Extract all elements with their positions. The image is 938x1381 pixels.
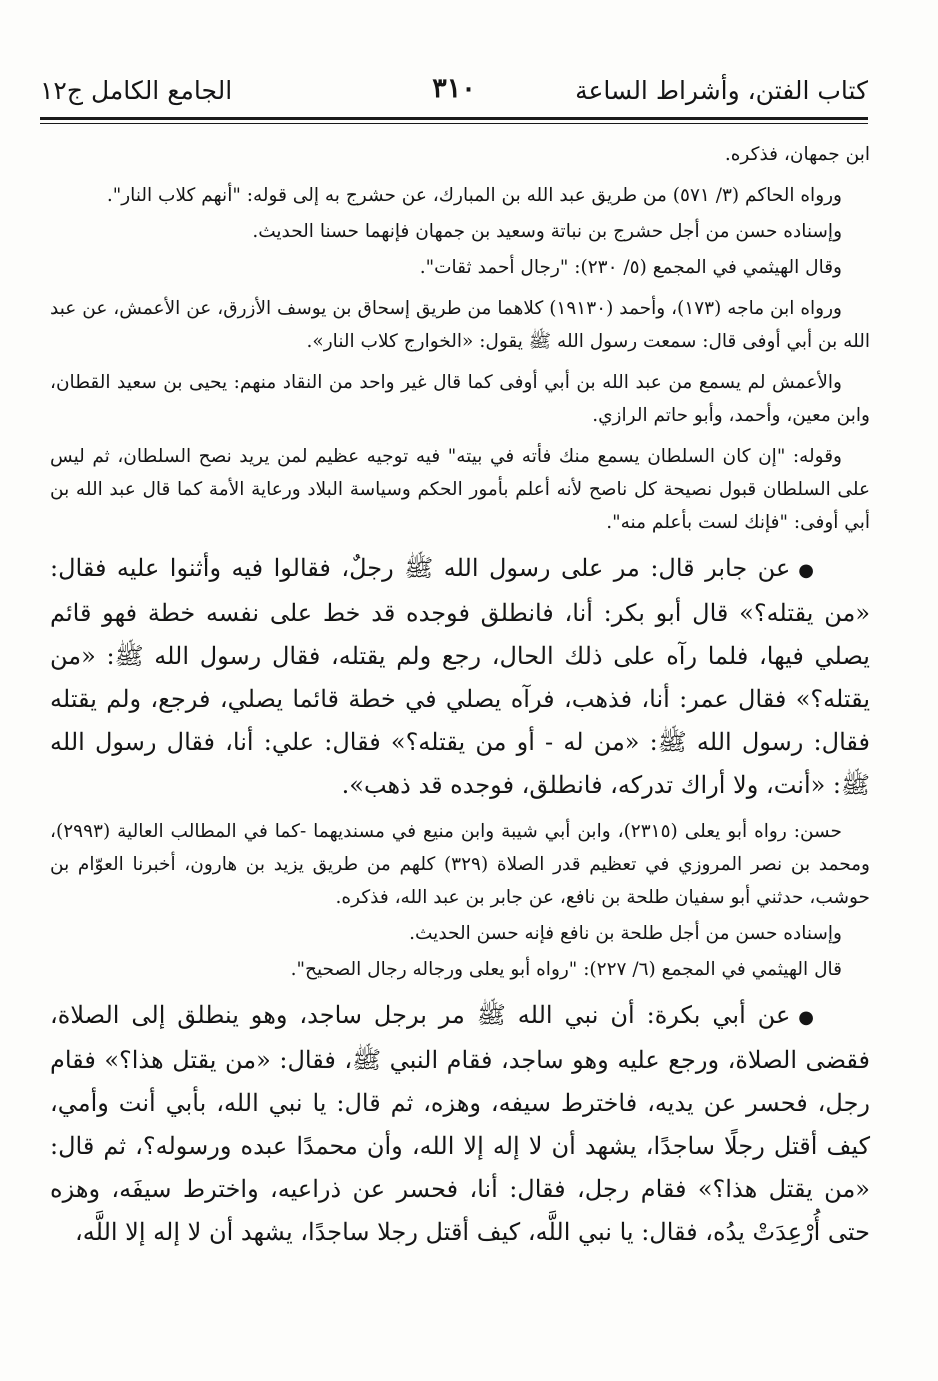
note-paragraph xyxy=(50,179,870,212)
page-header xyxy=(40,68,868,112)
note-paragraph xyxy=(50,953,870,986)
page-body xyxy=(50,138,870,1254)
series-title: الجامع الكامل ج١٢ xyxy=(40,76,233,105)
note-paragraph xyxy=(50,440,870,539)
note-paragraph xyxy=(50,138,870,171)
note-paragraph xyxy=(50,292,870,358)
bullet-dot: ● xyxy=(798,560,814,581)
paragraph-text: ابن جمهان، فذكره. xyxy=(724,144,870,165)
hadith-paragraph xyxy=(50,994,870,1254)
note-paragraph xyxy=(50,815,870,914)
paragraph-text: وقال الهيثمي في المجمع (٥/ ٢٣٠): "رجال أحمد ثقات". xyxy=(419,257,842,278)
note-paragraph xyxy=(50,366,870,432)
bullet-dot: ● xyxy=(798,1007,814,1028)
paragraph-text: وإسناده حسن من أجل طلحة بن نافع فإنه حسن الحديث. xyxy=(409,923,842,944)
paragraph-text: عن جابر قال: مر على رسول الله ﷺ رجلٌ، فقالوا فيه وأثنوا عليه فقال: «من يقتله؟» قال أبو بكر: أنا، فانطلق فوجده قد خط على نفسه خطة فهو قائم يصلي فيها، فلما رآه على ذلك الحال، رجع ولم يقتله، فقال رسول الله ﷺ: «من يقتله؟» فقال عمر: أنا، فذهب، فرآه يصلي في خطة قائما يصلي، فرجع، ولم يقتله فقال: رسول الله ﷺ: «من له - أو من يقتله؟» فقال: علي: أنا، فقال رسول الله ﷺ: «أنت، ولا أراك تدركه، فانطلق، فوجده قد ذهب». xyxy=(50,554,870,799)
page-number: ٣١٠ xyxy=(432,73,476,104)
header-rule-thin xyxy=(40,123,868,124)
header-rule-thick xyxy=(40,117,868,120)
paragraph-text: قال الهيثمي في المجمع (٦/ ٢٢٧): "رواه أبو يعلى ورجاله رجال الصحيح". xyxy=(290,959,842,980)
paragraph-text: ورواه ابن ماجه (١٧٣)، وأحمد (١٩١٣٠) كلاهما من طريق إسحاق بن يوسف الأزرق، عن الأعمش، عن عبد الله بن أبي أوفى قال: سمعت رسول الله ﷺ يقول: «الخوارج كلاب النار». xyxy=(50,298,870,352)
paragraph-text: ورواه الحاكم (٣/ ٥٧١) من طريق عبد الله بن المبارك، عن حشرج به إلى قوله: "أنهم كلاب النار". xyxy=(106,185,842,206)
note-paragraph xyxy=(50,917,870,950)
book-title: كتاب الفتن، وأشراط الساعة xyxy=(575,76,868,105)
paragraph-text: عن أبي بكرة: أن نبي الله ﷺ مر برجل ساجد، وهو ينطلق إلى الصلاة، فقضى الصلاة، ورجع عليه وهو ساجد، فقام النبي ﷺ، فقال: «من يقتل هذا؟» فقام رجل، فحسر عن يديه، فاخترط سيفه، وهزه، ثم قال: يا نبي الله، بأبي أنت وأمي، كيف أقتل رجلًا ساجدًا، يشهد أن لا إله إلا الله، وأن محمدًا عبده ورسوله؟، ثم قال: «من يقتل هذا؟» فقام رجل، فقال: أنا، فحسر عن ذراعيه، واخترط سيفَه، وهزه حتى أُرْعِدَتْ يدُه، فقال: يا نبي اللَّه، كيف أقتل رجلا ساجدًا، يشهد أن لا إله إلا اللَّه، xyxy=(50,1001,871,1246)
hadith-paragraph xyxy=(50,547,870,807)
paragraph-text: وقوله: "إن كان السلطان يسمع منك فأته في بيته" فيه توجيه عظيم لمن يريد نصح السلطان، ثم ليس على السلطان قبول نصيحة كل ناصح لأنه أعلم بأمور الحكم وسياسة البلاد ورعاية الأمة كما قال عبد الله بن أبي أوفى: "فإنك لست بأعلم منه". xyxy=(50,446,870,533)
note-paragraph xyxy=(50,251,870,284)
paragraph-text: والأعمش لم يسمع من عبد الله بن أبي أوفى كما قال غير واحد من النقاد منهم: يحيى بن سعيد القطان، وابن معين، وأحمد، وأبو حاتم الرازي. xyxy=(50,372,870,426)
paragraph-text: وإسناده حسن من أجل حشرج بن نباتة وسعيد بن جمهان فإنهما حسنا الحديث. xyxy=(252,221,842,242)
note-paragraph xyxy=(50,215,870,248)
paragraph-text: حسن: رواه أبو يعلى (٢٣١٥)، وابن أبي شيبة وابن منيع في مسنديهما -كما في المطالب العالية (٢٩٩٣)، ومحمد بن نصر المروزي في تعظيم قدر الصلاة (٣٢٩) كلهم من طريق يزيد بن هارون، أخبرنا العوّام بن حوشب، حدثني أبو سفيان طلحة بن نافع، عن جابر بن عبد الله، فذكره. xyxy=(50,821,870,908)
